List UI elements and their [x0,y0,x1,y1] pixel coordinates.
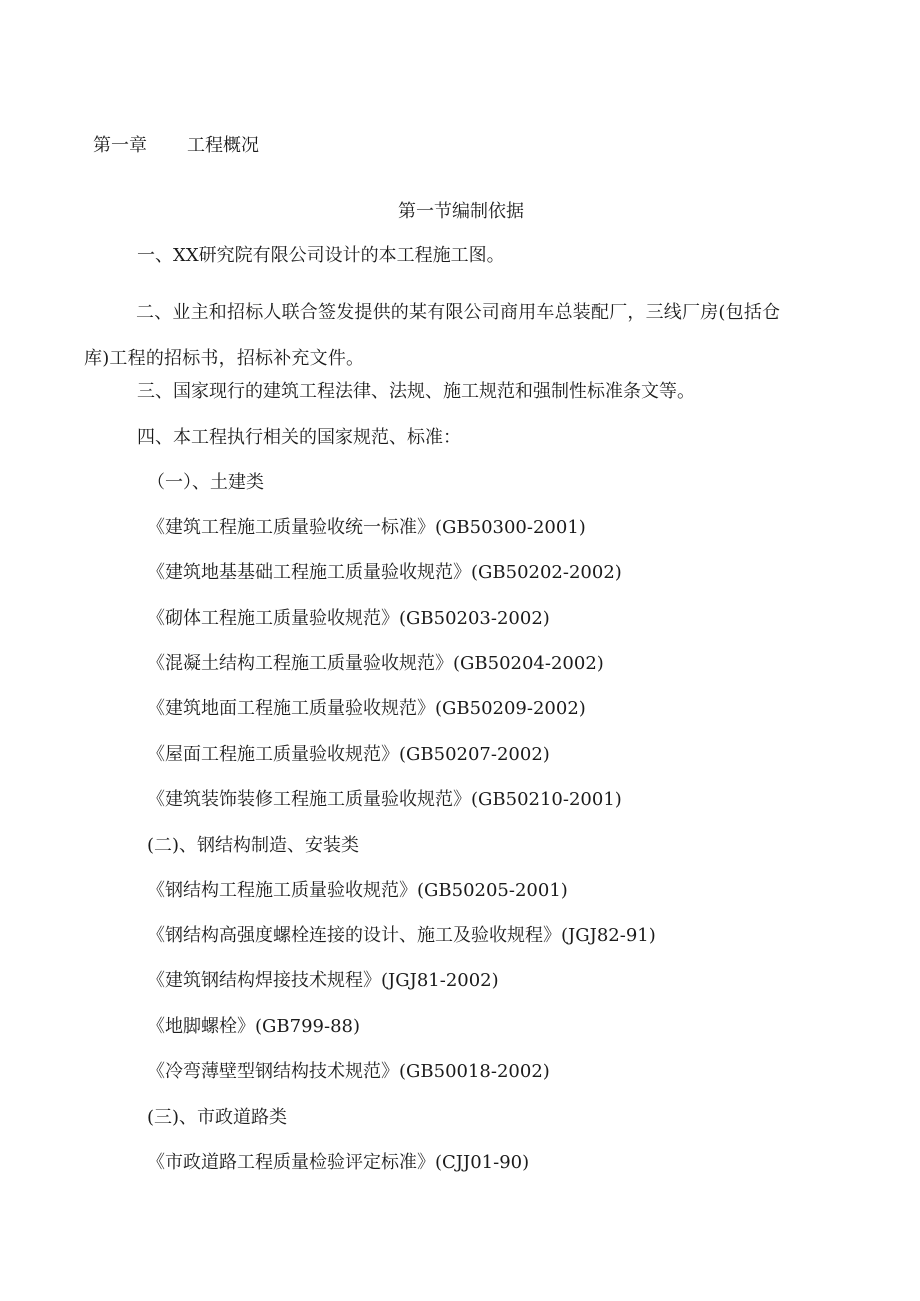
standard-item: 《钢结构高强度螺栓连接的设计、施工及验收规程》(JGJ82-91) [147,925,656,946]
standard-item: 《混凝土结构工程施工质量验收规范》(GB50204-2002) [147,653,604,674]
standard-item: 《建筑装饰装修工程施工质量验收规范》(GB50210-2001) [147,789,622,810]
standard-item: 《建筑工程施工质量验收统一标准》(GB50300-2001) [147,517,586,538]
standard-item: 《建筑地面工程施工质量验收规范》(GB50209-2002) [147,698,586,719]
paragraph-1: 一、XX研究院有限公司设计的本工程施工图。 [137,245,505,266]
standard-item: 《冷弯薄壁型钢结构技术规范》(GB50018-2002) [147,1061,550,1082]
paragraph-2: 二、业主和招标人联合签发提供的某有限公司商用车总装配厂，三线厂房(包括仓库)工程的招标书，招标补充文件。 [84,302,781,369]
section-title: 第一节编制依据 [398,201,524,222]
paragraph-4: 四、本工程执行相关的国家规范、标准： [137,427,461,448]
standard-item: 《屋面工程施工质量验收规范》(GB50207-2002) [147,744,550,765]
category-heading: (三)、市政道路类 [147,1107,288,1128]
standard-item: 《地脚螺栓》(GB799-88) [147,1016,360,1037]
standard-item: 《砌体工程施工质量验收规范》(GB50203-2002) [147,608,550,629]
chapter-title: 工程概况 [187,135,259,156]
standard-item: 《钢结构工程施工质量验收规范》(GB50205-2001) [147,880,568,901]
standard-item: 《建筑钢结构焊接技术规程》(JGJ81-2002) [147,970,499,991]
standard-item: 《市政道路工程质量检验评定标准》(CJJ01-90) [147,1152,530,1173]
category-heading: （一）、土建类 [147,472,264,493]
standard-item: 《建筑地基基础工程施工质量验收规范》(GB50202-2002) [147,562,622,583]
paragraph-3: 三、国家现行的建筑工程法律、法规、施工规范和强制性标准条文等。 [137,381,695,402]
chapter-number: 第一章 [93,135,147,156]
category-heading: (二)、钢结构制造、安装类 [147,835,360,856]
